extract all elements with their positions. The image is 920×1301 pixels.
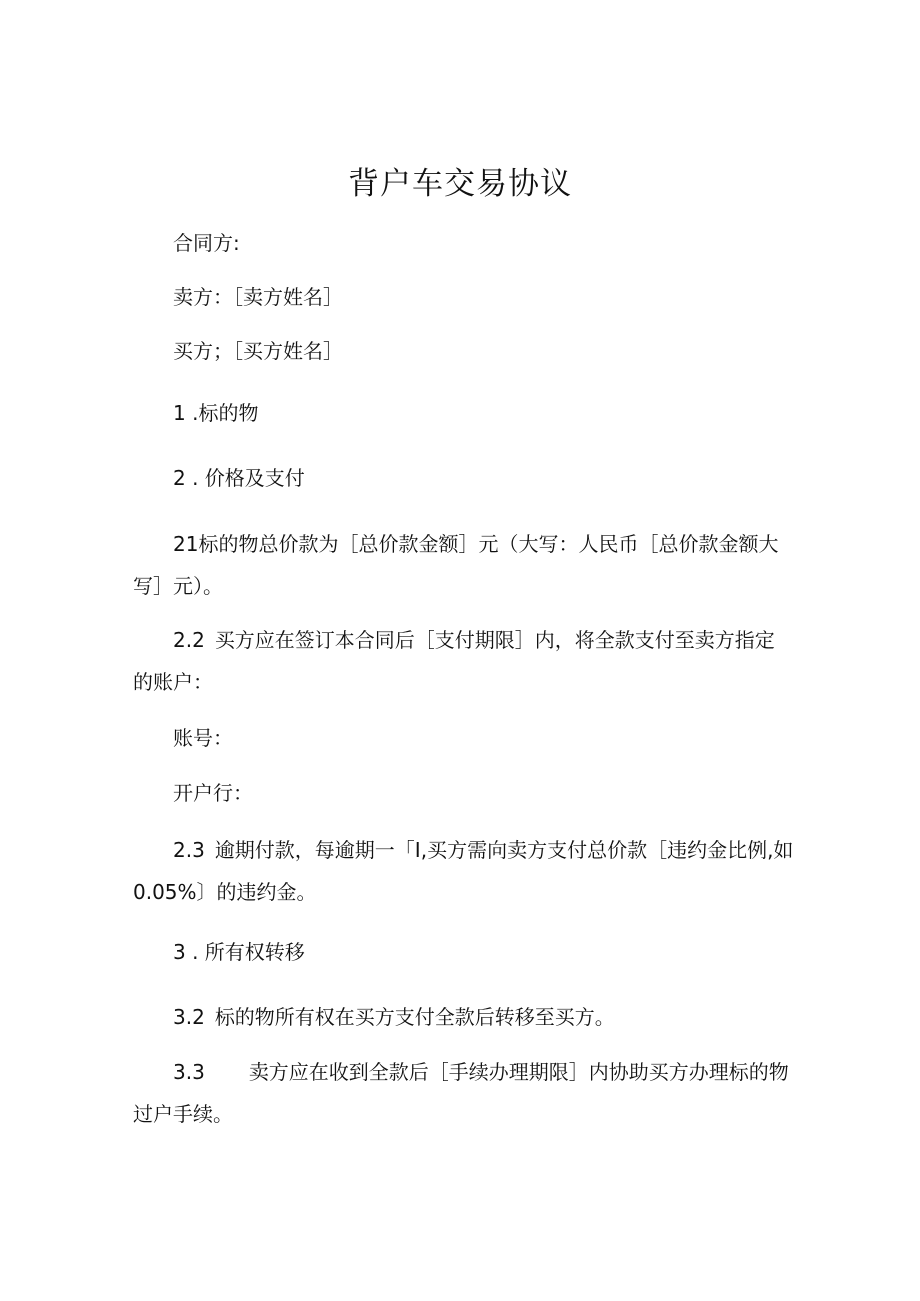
clause-3-3-line-1 — [133, 1051, 793, 1093]
section-1-heading: 1 .标的物 — [173, 401, 259, 425]
clause-2-2-number: 2.2 — [173, 628, 205, 652]
bank-label: 开户行： — [173, 781, 253, 805]
clause-2-2-line-1 — [133, 619, 793, 661]
clause-2-3-text: 逾期付款，每逾期一「I,买方需向卖方支付总价款［违约金比例,如 — [214, 838, 794, 862]
clause-3-3 — [133, 1051, 793, 1135]
clause-2-3 — [133, 829, 793, 913]
section-3-heading: 3 . 所有权转移 — [173, 940, 305, 964]
parties-heading: 合同方: — [173, 231, 240, 255]
clause-2-3-line-2: 0.05%〕的违约金。 — [133, 880, 317, 904]
clause-2-2-line-2: 的账户： — [133, 670, 213, 694]
document-title: 背户车交易协议 — [348, 166, 572, 202]
clause-2-2 — [133, 619, 793, 703]
clause-2-3-line-1 — [133, 829, 793, 871]
clause-2-3-number: 2.3 — [173, 838, 205, 862]
clause-2-1-line-1: 21标的物总价款为［总价款金额］元（大写：人民币［总价款金额大 — [173, 532, 779, 556]
clause-3-2 — [133, 996, 833, 1038]
clause-2-1 — [133, 523, 793, 607]
clause-3-3-line-2: 过户手续。 — [133, 1102, 233, 1126]
clause-3-3-number: 3.3 — [173, 1060, 205, 1084]
clause-3-2-number: 3.2 — [173, 1005, 205, 1029]
account-label: 账号： — [173, 726, 233, 750]
buyer-line: 买方；［买方姓名］ — [173, 339, 343, 363]
clause-2-1-line-2: 写］元）。 — [133, 574, 223, 598]
seller-line: 卖方：［卖方姓名］ — [173, 285, 343, 309]
clause-2-2-text: 买方应在签订本合同后［支付期限］内，将全款支付至卖方指定 — [214, 628, 775, 652]
section-2-heading: 2 . 价格及支付 — [173, 466, 305, 490]
clause-3-3-text: 卖方应在收到全款后［手续办理期限］内协助买方办理标的物 — [248, 1060, 789, 1084]
clause-3-2-text: 标的物所有权在买方支付全款后转移至买方。 — [214, 1005, 615, 1029]
